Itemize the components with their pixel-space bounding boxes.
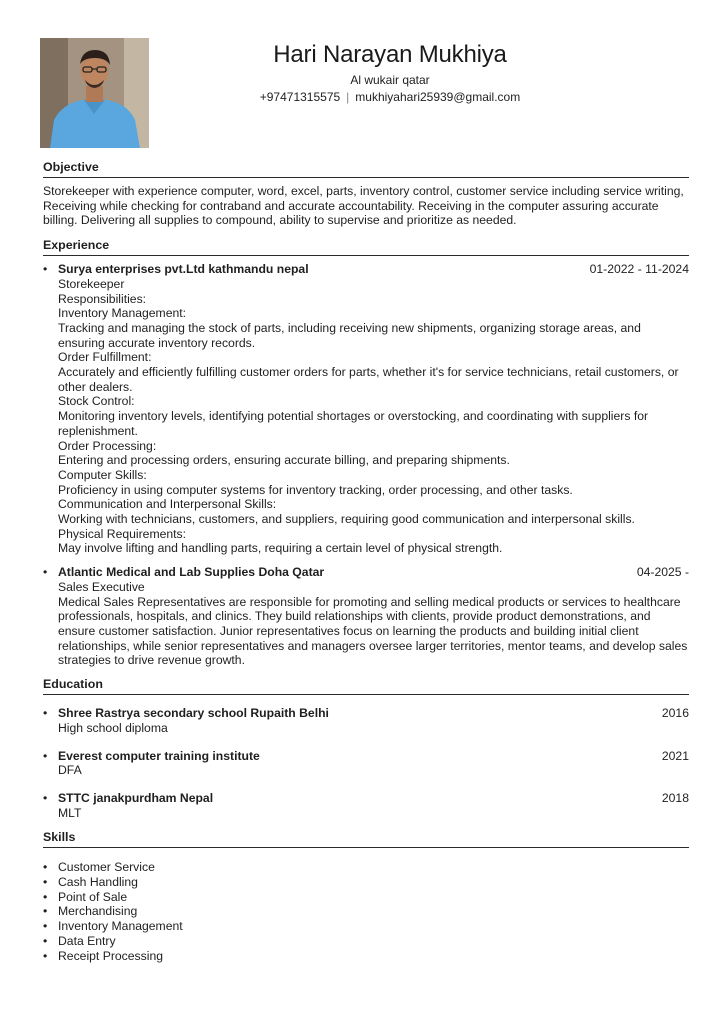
objective-text: Storekeeper with experience computer, word, excel, parts, inventory control, customer service including service writing, Receiving while checking for contraband and accurate accountability. Receiving in the computer assuring accurate billing. Delivering all supplies to compound, ability to supervise and prioritize as needed. — [43, 184, 684, 228]
company-name: • Surya enterprises pvt.Ltd kathmandu nepal — [58, 262, 309, 277]
candidate-location: Al wukair qatar — [350, 73, 430, 87]
skill-item: • Receipt Processing — [43, 949, 689, 964]
detail-line: Medical Sales Representatives are responsible for promoting and selling medical products or services to healthcare professionals, hospitals, and clinics. They build relationships with clients, provide product demonstrations, and ensure customer satisfaction. Junior representatives focus on learning the products and building initial client relationships, while senior representatives and managers oversee larger territories, mentor teams, and develop sales strategies to drive revenue growth. — [58, 594, 688, 668]
education-entry-header — [58, 749, 689, 764]
education-section — [43, 706, 689, 820]
objective-section — [43, 184, 689, 228]
employment-dates: 01-2022 - 11-2024 — [589, 262, 689, 277]
experience-entry-header — [58, 565, 689, 580]
detail-line: Order Processing: — [58, 438, 157, 453]
detail-line: Order Fulfillment: — [58, 350, 152, 365]
skill-item: • Customer Service — [43, 860, 689, 875]
school-name: • Shree Rastrya secondary school Rupaith Belhi — [58, 706, 329, 721]
detail-line: Monitoring inventory levels, identifying potential shortages or overstocking, and coordinating with suppliers for replenishment. — [58, 409, 649, 438]
contact-block — [210, 40, 570, 106]
education-heading: Education — [43, 677, 689, 695]
education-list — [43, 706, 689, 820]
candidate-name: Hari Narayan Mukhiya — [273, 41, 507, 68]
profile-photo — [40, 38, 149, 148]
detail-line: May involve lifting and handling parts, requiring a certain level of physical strength. — [58, 541, 503, 556]
detail-line: Inventory Management: — [58, 306, 187, 321]
detail-line: Working with technicians, customers, and suppliers, requiring good communication and interpersonal skills. — [58, 512, 635, 527]
detail-line: Computer Skills: — [58, 467, 147, 482]
degree: DFA — [58, 763, 82, 778]
detail-line: Physical Requirements: — [58, 526, 187, 541]
school-name: • Everest computer training institute — [58, 748, 260, 763]
skill-item: • Inventory Management — [43, 919, 689, 934]
education-entry-header — [58, 706, 689, 721]
graduation-year: 2018 — [661, 790, 689, 805]
education-entry-header — [58, 791, 689, 806]
skill-item: • Point of Sale — [43, 890, 689, 905]
education-entry — [43, 706, 689, 735]
detail-line: Accurately and efficiently fulfilling customer orders for parts, whether it's for service technicians, retail customers, or other dealers. — [58, 365, 679, 394]
education-entry — [43, 791, 689, 820]
experience-list — [43, 262, 689, 668]
experience-section — [43, 262, 689, 668]
experience-entry — [43, 565, 689, 668]
degree: MLT — [58, 805, 82, 820]
skill-item: • Data Entry — [43, 934, 689, 949]
resume-page — [40, 38, 692, 963]
contact-line — [210, 88, 570, 106]
experience-entry-header — [58, 262, 689, 277]
detail-line: Stock Control: — [58, 394, 135, 409]
email-address[interactable]: mukhiyahari25939@gmail.com — [355, 90, 521, 104]
objective-heading: Objective — [43, 160, 689, 178]
graduation-year: 2016 — [661, 706, 689, 721]
skills-section — [43, 860, 689, 963]
resume-header — [40, 38, 692, 150]
degree: High school diploma — [58, 720, 168, 735]
detail-line: Proficiency in using computer systems for inventory tracking, order processing, and other tasks. — [58, 482, 573, 497]
job-title: Sales Executive — [58, 579, 145, 594]
employment-dates: 04-2025 - — [636, 565, 689, 580]
education-entry — [43, 749, 689, 778]
school-name: • STTC janakpurdham Nepal — [58, 790, 214, 805]
skill-item: • Cash Handling — [43, 875, 689, 890]
contact-separator: | — [346, 90, 350, 104]
detail-line: Tracking and managing the stock of parts, including receiving new shipments, organizing storage areas, and ensuring accurate inventory records. — [58, 320, 641, 350]
company-name: • Atlantic Medical and Lab Supplies Doha Qatar — [58, 565, 325, 580]
skill-item: • Merchandising — [43, 904, 689, 919]
job-title: Storekeeper — [58, 276, 125, 291]
experience-heading: Experience — [43, 238, 689, 256]
skills-list — [43, 860, 689, 963]
phone-number[interactable]: +97471315575 — [259, 90, 341, 104]
graduation-year: 2021 — [661, 748, 689, 763]
detail-line: Entering and processing orders, ensuring accurate billing, and preparing shipments. — [58, 453, 510, 468]
person-portrait-icon — [40, 38, 149, 148]
experience-entry — [43, 262, 689, 556]
detail-line: Communication and Interpersonal Skills: — [58, 497, 277, 512]
detail-line: Responsibilities: — [58, 291, 147, 306]
skills-heading: Skills — [43, 830, 689, 848]
